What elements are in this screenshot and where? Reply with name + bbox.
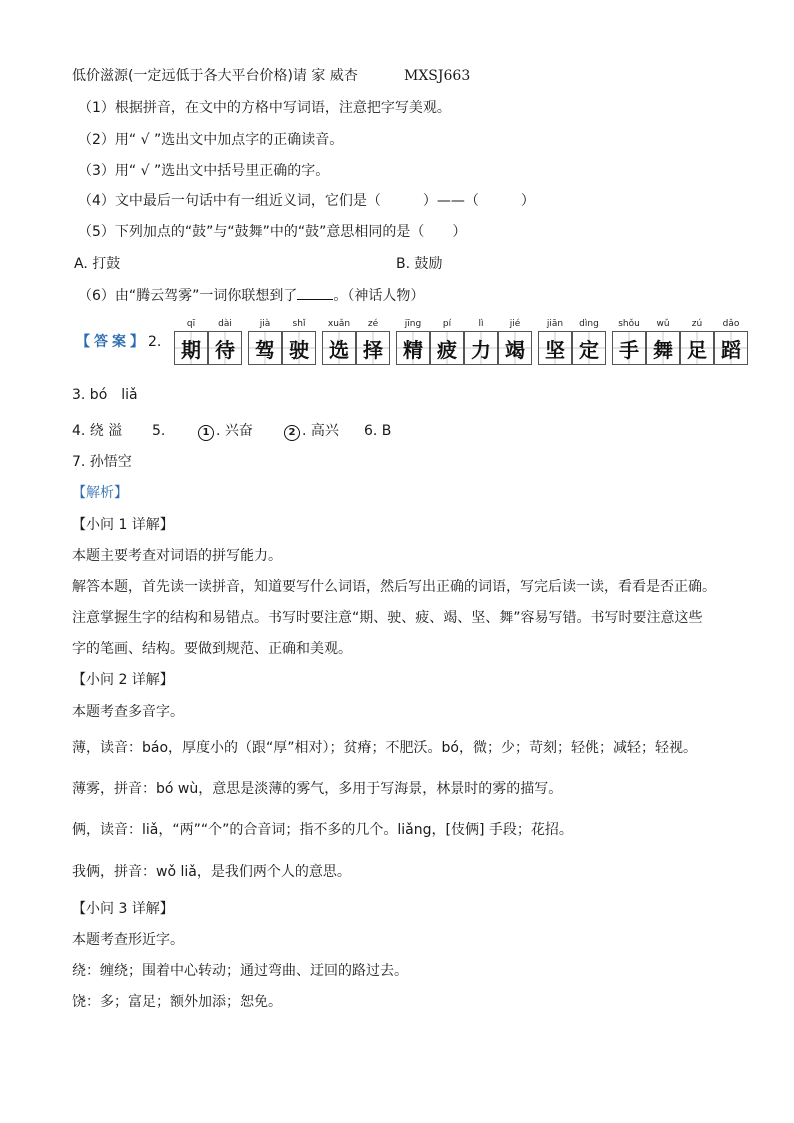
character-cell: [282, 318, 316, 366]
word-group: [322, 318, 390, 366]
hanzi-box: 待: [208, 331, 242, 365]
character-cell: [356, 318, 390, 366]
pinyin-character-grid: [174, 318, 754, 366]
answer-item-5-part-2: [284, 421, 339, 441]
character-cell: [208, 318, 242, 366]
pinyin-label: jiān: [546, 319, 564, 329]
pinyin-label: jié: [509, 319, 521, 329]
sub-question-2-paragraph: 本题考查多音字。: [72, 704, 184, 720]
word-group: [612, 318, 748, 366]
answer-blank: [297, 285, 333, 300]
pinyin-label: shǐ: [292, 319, 306, 329]
circled-number-1: 1: [198, 425, 214, 441]
character-cell: [714, 318, 748, 366]
pinyin-label: shǒu: [618, 319, 640, 329]
question-6-suffix: 。（神话人物）: [333, 288, 425, 304]
sub-question-3-paragraph: 本题考查形近字。: [72, 932, 184, 948]
word-group: [248, 318, 316, 366]
hanzi-box: 疲: [430, 331, 464, 365]
answer-item-7: 7. 孙悟空: [72, 454, 132, 470]
hanzi-box: 驾: [248, 331, 282, 365]
word-group: [174, 318, 242, 366]
sub-question-2-paragraph: 我俩，拼音：wǒ liǎ，是我们两个人的意思。: [72, 864, 351, 880]
answer-item-5-text-2: . 高兴: [302, 423, 339, 439]
question-5: （5）下列加点的“鼓”与“鼓舞”中的“鼓”意思相同的是（ ）: [78, 224, 467, 240]
sub-question-2-paragraph: 薄雾，拼音：bó wù，意思是淡薄的雾气，多用于写海景，林景时的雾的描写。: [72, 781, 563, 797]
answer-item-5-part-1: [198, 421, 253, 441]
character-cell: [396, 318, 430, 366]
header-promo-text: 低价滋源(一定远低于各大平台价格)请 家 威杏: [72, 68, 358, 84]
pinyin-label: zú: [691, 319, 703, 329]
pinyin-label: lì: [478, 319, 484, 329]
answer-item-4: 4. 绕 溢: [72, 423, 123, 439]
pinyin-label: zé: [367, 319, 379, 329]
question-4: （4）文中最后一句话中有一组近义词，它们是（ ）——（ ）: [78, 193, 535, 209]
header-code: MXSJ663: [404, 68, 471, 84]
sub-question-2-paragraph: 薄，读音：báo，厚度小的（跟“厚”相对）；贫瘠；不肥沃。bó，微；少；苛刻；轻佻；减轻；轻视。: [72, 740, 697, 756]
hanzi-box: 足: [680, 331, 714, 365]
character-cell: [322, 318, 356, 366]
hanzi-box: 蹈: [714, 331, 748, 365]
word-group: [538, 318, 606, 366]
hanzi-box: 期: [174, 331, 208, 365]
character-cell: [464, 318, 498, 366]
character-cell: [174, 318, 208, 366]
answer-item-5-number: 5.: [152, 423, 166, 439]
question-6: [78, 285, 424, 306]
question-2: （2）用“ √ ”选出文中加点字的正确读音。: [78, 132, 344, 148]
question-6-prefix: （6）由“腾云驾雾”一词你联想到了: [78, 288, 298, 304]
hanzi-box: 精: [396, 331, 430, 365]
pinyin-label: dài: [218, 319, 232, 329]
character-cell: [430, 318, 464, 366]
hanzi-box: 竭: [498, 331, 532, 365]
sub-question-1-paragraph: 字的笔画、结构。要做到规范、正确和美观。: [72, 641, 352, 657]
sub-question-1-paragraph: 注意掌握生字的结构和易错点。书写时要注意“期、驶、疲、竭、坚、舞”容易写错。书写时要注意这些: [72, 610, 703, 626]
pinyin-label: jià: [259, 319, 271, 329]
sub-question-3-paragraph: 饶：多；富足；额外加添；恕免。: [72, 994, 282, 1010]
character-cell: [248, 318, 282, 366]
sub-question-1-paragraph: 本题主要考查对词语的拼写能力。: [72, 548, 282, 564]
pinyin-label: qī: [186, 319, 196, 329]
question-1: （1）根据拼音，在文中的方格中写词语，注意把字写美观。: [78, 100, 451, 116]
hanzi-box: 手: [612, 331, 646, 365]
question-3: （3）用“ √ ”选出文中括号里正确的字。: [78, 163, 330, 179]
sub-question-1-title: 【小问 1 详解】: [72, 517, 174, 533]
answer-item-3: 3. bó liǎ: [72, 387, 138, 403]
pinyin-label: wǔ: [656, 319, 670, 329]
question-5-option-b: B. 鼓励: [396, 256, 443, 272]
character-cell: [572, 318, 606, 366]
answer-item-5-text-1: . 兴奋: [216, 423, 253, 439]
hanzi-box: 力: [464, 331, 498, 365]
hanzi-box: 选: [322, 331, 356, 365]
circled-number-2: 2: [284, 425, 300, 441]
sub-question-1-paragraph: 解答本题，首先读一读拼音，知道要写什么词语，然后写出正确的词语，写完后读一读，看看是否正确。: [72, 579, 716, 595]
sub-question-3-paragraph: 绕：缠绕；围着中心转动；通过弯曲、迂回的路过去。: [72, 963, 408, 979]
answer-item-2-number: 2.: [148, 334, 162, 350]
character-cell: [612, 318, 646, 366]
sub-question-3-title: 【小问 3 详解】: [72, 901, 174, 917]
pinyin-label: dǎo: [722, 319, 740, 329]
pinyin-label: pí: [442, 319, 452, 329]
word-group: [396, 318, 532, 366]
character-cell: [538, 318, 572, 366]
pinyin-label: dìng: [579, 319, 599, 329]
hanzi-box: 驶: [282, 331, 316, 365]
hanzi-box: 择: [356, 331, 390, 365]
pinyin-label: jīng: [404, 319, 422, 329]
hanzi-box: 定: [572, 331, 606, 365]
question-5-option-a: A. 打鼓: [74, 256, 121, 272]
character-cell: [646, 318, 680, 366]
character-cell: [680, 318, 714, 366]
sub-question-2-paragraph: 俩，读音：liǎ，“两”“个”的合音词；指不多的几个。liǎng，[伎俩] 手段；花招。: [72, 822, 573, 838]
analysis-label: 【解析】: [72, 485, 128, 501]
answer-label: 【答案】: [76, 334, 148, 350]
answer-item-6: 6. B: [364, 423, 392, 439]
header-promo: [72, 66, 358, 86]
pinyin-label: xuǎn: [327, 319, 351, 329]
hanzi-box: 坚: [538, 331, 572, 365]
character-cell: [498, 318, 532, 366]
sub-question-2-title: 【小问 2 详解】: [72, 672, 174, 688]
hanzi-box: 舞: [646, 331, 680, 365]
